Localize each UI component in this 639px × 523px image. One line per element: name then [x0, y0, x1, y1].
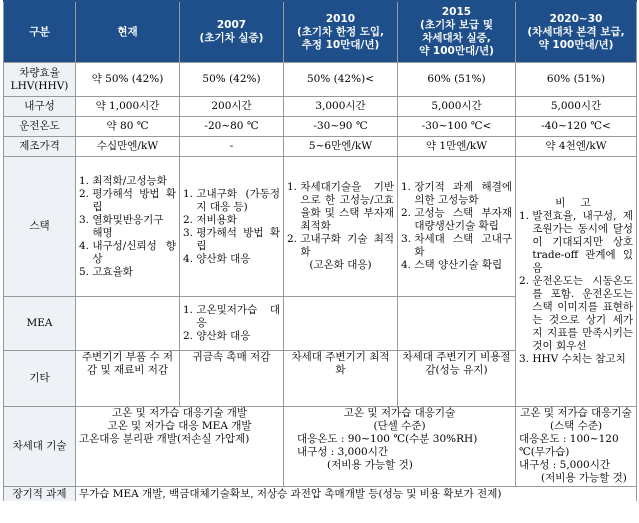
row-label-efficiency: 차량효율 LHV(HHV) — [4, 63, 76, 97]
stack-2010-list — [287, 181, 394, 272]
list-item: 3. 열화및반응기구 해명 — [79, 213, 164, 239]
cell-efficiency-2020: 60% (51%) — [516, 63, 637, 97]
cell-etc-2010: 차세대 주변기기 최적화 — [284, 351, 398, 407]
header-2015: 2015 (초기차 보급 및 차세대차 실증, 약 100만대/년) — [398, 1, 516, 63]
roadmap-table — [3, 0, 637, 501]
cell-cost-current: 수십만엔/kW — [76, 137, 180, 157]
cell-cost-2020: 약 4천엔/kW — [516, 137, 637, 157]
header-2020-30: 2020∼30 (차세대차 본격 보급, 약 100만대/년) — [516, 1, 637, 63]
list-item: 1. 고온및저가습 대응 — [183, 304, 280, 329]
cell-stack-current — [76, 157, 180, 297]
row-label-cost: 제조가격 — [4, 137, 76, 157]
header-row — [4, 1, 637, 63]
cell-etc-2015: 차세대 주변기기 비용절감(성능 유지) — [398, 351, 516, 407]
row-cost — [4, 137, 637, 157]
stack-2015-list — [401, 181, 512, 272]
cell-temperature-2015: -30∼100 ℃< — [398, 117, 516, 137]
list-item: 1. 차세대기술을 기반으로 한 고성능/고효율화 및 스택 부자재 최적화 — [287, 181, 394, 232]
list-item: 2. 양산화 대응 — [183, 330, 251, 342]
list-item: 3. 차세대 스택 고내구화 — [401, 233, 512, 258]
row-label-stack: 스택 — [4, 157, 76, 297]
header-category: 구분 — [4, 1, 76, 63]
list-item: 4. 양산화 대응 — [183, 252, 251, 265]
mea-2007-list — [183, 304, 280, 343]
cell-stack-2007 — [180, 157, 284, 297]
row-stack — [4, 157, 637, 297]
header-2007: 2007 (초기차 실증) — [180, 1, 284, 63]
stack-current-list — [79, 175, 176, 279]
cell-cost-2010: 5∼6만엔/kW — [284, 137, 398, 157]
cell-mea-2007 — [180, 297, 284, 351]
cell-etc-2007: 귀금속 촉매 저감 — [180, 351, 284, 407]
list-item: 2. 저비용화 — [183, 213, 237, 226]
list-item: 3. 평가해석 방법 확립 — [183, 226, 280, 252]
row-label-nextgen: 차세대 기술 — [4, 407, 76, 487]
row-label-mea: MEA — [4, 297, 76, 351]
cell-cost-2007: - — [180, 137, 284, 157]
list-item: 1. 최적화/고성능화 — [79, 174, 167, 187]
cell-nextgen-left: 고온 및 저가습 대응기술 개발 고온 및 저가습 대응 MEA 개발 고온대응 분리판 개발(저손실 가압제) — [76, 407, 284, 487]
row-efficiency — [4, 63, 637, 97]
row-label-temperature: 운전온도 — [4, 117, 76, 137]
cell-durability-current: 약 1,000시간 — [76, 97, 180, 117]
cell-mea-current — [76, 297, 180, 351]
cell-nextgen-right: 고온 및 저가습 대응기술 (스택 수준) 대응온도 : 100∼120 ℃(무가습) 내구성 : 5,000시간 (저비용 가능할 것) — [516, 407, 637, 487]
cell-efficiency-2010: 50% (42%)< — [284, 63, 398, 97]
list-item: 4. 내구성/신뢰성 향상 — [79, 239, 176, 265]
cell-mea-2010 — [284, 297, 398, 351]
cell-longterm: 무가습 MEA 개발, 백금대체기술확보, 저상승 과전압 촉매개발 등(성능 및 비용 확보가 전제) — [76, 487, 637, 502]
row-longterm — [4, 487, 637, 502]
list-item: 2. 고성능 스택 부자재 대량생산기술 확립 — [401, 207, 512, 232]
list-item: 3. HHV 수치는 참고치 — [519, 353, 626, 365]
row-label-etc: 기타 — [4, 351, 76, 407]
list-item: 1. 장기적 과제 해결에 의한 고성능화 — [401, 181, 512, 206]
list-item: 4. 스택 양산기술 확립 — [401, 259, 503, 271]
cell-etc-current: 주변기기 부품 수 저감 및 재료비 저감 — [76, 351, 180, 407]
cell-durability-2015: 5,000시간 — [398, 97, 516, 117]
list-item: 5. 고효율화 — [79, 265, 133, 278]
notes-title: 비 고 — [555, 197, 597, 209]
list-item: 2. 평가해석 방법 확립 — [79, 187, 176, 213]
row-nextgen — [4, 407, 637, 487]
cell-stack-2015 — [398, 157, 516, 297]
cell-efficiency-2015: 60% (51%) — [398, 63, 516, 97]
cell-temperature-current: 약 80 ℃ — [76, 117, 180, 137]
cell-efficiency-2007: 50% (42%) — [180, 63, 284, 97]
list-item: 2. 고내구화 기술 최적화 — [287, 233, 394, 258]
cell-durability-2010: 3,000시간 — [284, 97, 398, 117]
row-temperature — [4, 117, 637, 137]
cell-durability-2007: 200시간 — [180, 97, 284, 117]
list-item: (고온화 대응) — [309, 259, 372, 271]
cell-durability-2020: 5,000시간 — [516, 97, 637, 117]
row-label-longterm: 장기적 과제 — [4, 487, 76, 502]
row-durability — [4, 97, 637, 117]
cell-notes — [516, 157, 637, 407]
cell-cost-2015: 약 1만엔/kW — [398, 137, 516, 157]
list-item: 2. 운전온도는 시동온도를 포함. 운전온도는 스택 이미지를 표현하는 것으로 상기 세가지 지표를 만족시키는 것이 회우선 — [519, 275, 633, 352]
list-item: 1. 발전효율, 내구성, 제조원가는 동시에 달성이 기대되지만 상호 trade-off 관계에 있음 — [519, 210, 633, 274]
cell-temperature-2010: -30∼90 ℃ — [284, 117, 398, 137]
stack-2007-list — [183, 188, 280, 266]
cell-mea-2015 — [398, 297, 516, 351]
cell-stack-2010 — [284, 157, 398, 297]
notes-list — [519, 210, 633, 366]
cell-temperature-2007: -20∼80 ℃ — [180, 117, 284, 137]
cell-nextgen-mid: 고온 및 저가습 대응기술 (단셀 수준) 대응온도 : 90∼100 ℃(수분 30%RH) 내구성 : 3,000시간 (저비용 가능할 것) — [284, 407, 516, 487]
header-current: 현재 — [76, 1, 180, 63]
list-item: 1. 고내구화 (가동정지 대응 등) — [183, 187, 280, 213]
header-2010: 2010 (초기차 한정 도입, 추정 10만대/년) — [284, 1, 398, 63]
cell-efficiency-current: 약 50% (42%) — [76, 63, 180, 97]
row-label-durability: 내구성 — [4, 97, 76, 117]
cell-temperature-2020: -40∼120 ℃< — [516, 117, 637, 137]
